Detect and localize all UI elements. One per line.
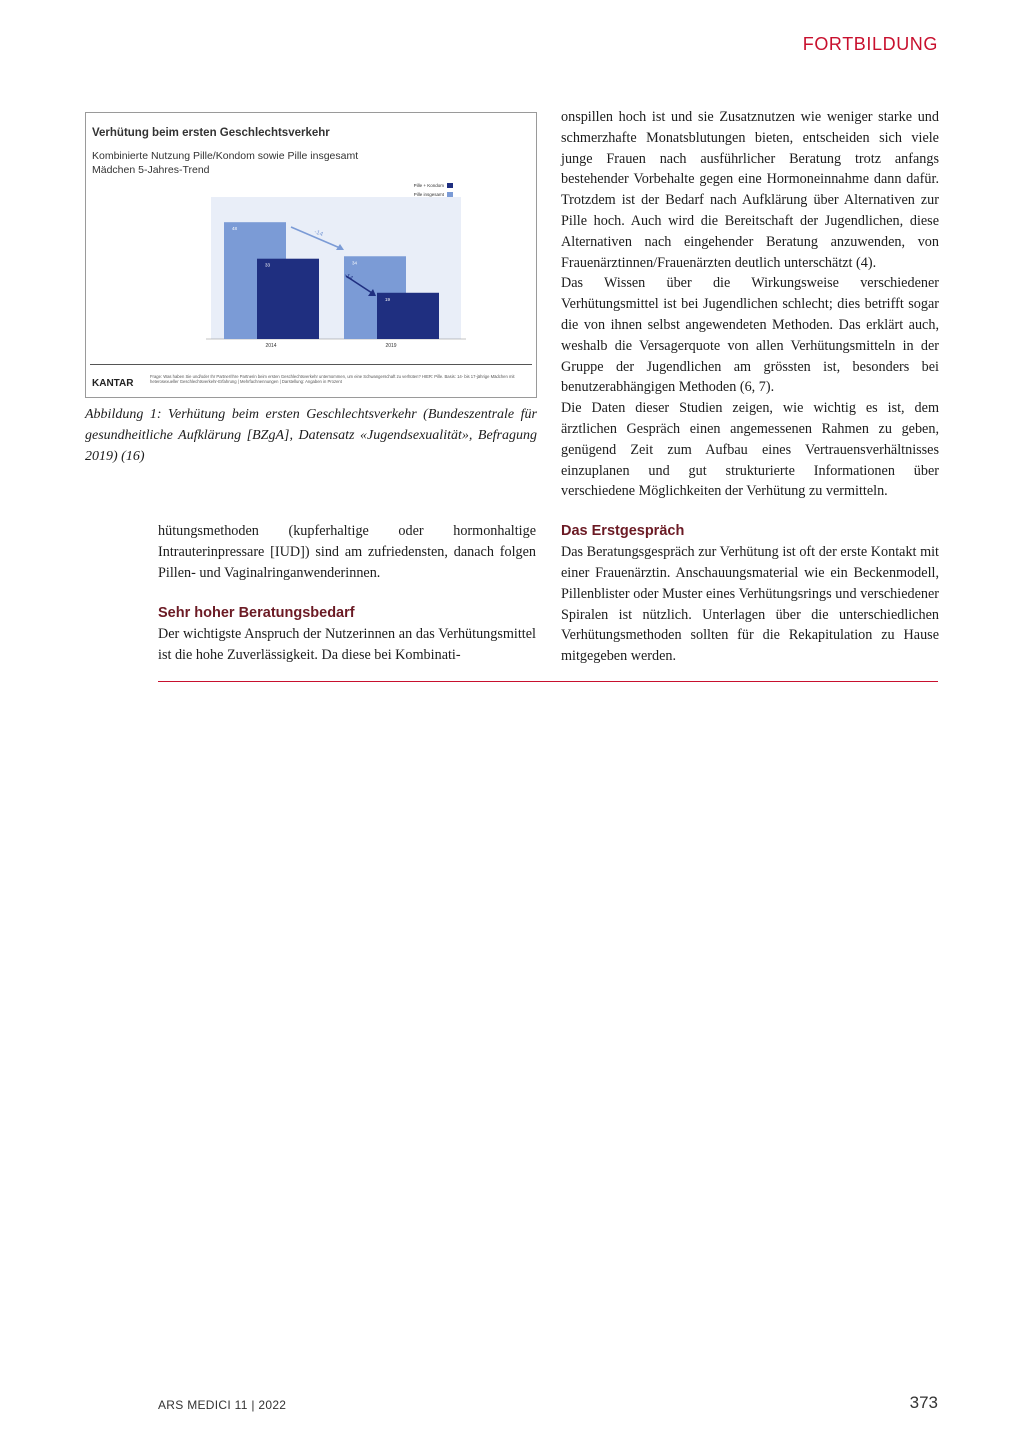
right-column <box>561 107 939 667</box>
right-paragraph-1: onspillen hoch ist und sie Zusatznutzen wie weniger starke und schmerzhafte Monatsblutungen bieten, entscheiden sich viele junge Frauen nach ausführlicher Beratung trotz anfangs bestehender Vorbehalte gegen eine Hormoneinnahme dann dafür. Trotzdem ist der Bedarf nach Aufklärung über Alternativen zur Pille hoch. Auch wird die Bereitschaft der Jugendlichen, diese Alternativen nach eingehender Beratung anzuwenden, von Frauenärztinnen/Frauenärzten deutlich unterschätzt (4). <box>561 109 939 271</box>
data-label: 48 <box>232 226 238 232</box>
figure-subtitle-line2: Mädchen 5-Jahres-Trend <box>92 164 210 176</box>
legend-label: Pille insgesamt <box>413 192 444 197</box>
trend-label: -14 <box>343 272 354 283</box>
right-paragraph-4: Das Beratungsgespräch zur Verhütung ist oft der erste Kontakt mit einer Frauenärztin. Anschauungsmaterial wie ein Beckenmodell, Pillenblister oder Muster eines Verhütungsrings und verschiedener Spiralen ist nützlich. Unterlagen über die unterschiedlichen Verhütungsmethoden sollten für die Rekapitulation zu Hause mitgegeben werden. <box>561 544 939 665</box>
legend-swatch <box>447 183 453 188</box>
left-paragraph-2: Der wichtigste Anspruch der Nutzerinnen an das Verhütungsmittel ist die hohe Zuverlässigkeit. Da diese bei Kombinati- <box>158 626 536 664</box>
tick-label: 2014 <box>265 343 277 349</box>
page-number: 373 <box>909 1393 938 1412</box>
journal-footer: ARS MEDICI 11 | 2022 <box>158 1398 287 1412</box>
legend-swatch <box>447 192 453 197</box>
bar-2014-pille-kondom <box>257 259 319 339</box>
bottom-rule <box>158 681 938 682</box>
heading-erstgespraech: Das Erstgespräch <box>561 523 685 540</box>
bar-chart <box>86 113 538 363</box>
section-label: FORTBILDUNG <box>802 34 938 54</box>
left-column <box>158 521 536 666</box>
figure-1 <box>85 112 537 398</box>
heading-beratungsbedarf: Sehr hoher Beratungsbedarf <box>158 605 355 622</box>
figure-footnote: Frage: Was haben Sie und/oder Ihr Partner/Ihre Partnerin beim ersten Geschlechtsverkehr unternommen, um eine Schwangerschaft zu verhüten? HIER: Pille. Basis: 14- bis 17-jährige Mädchen mit heterosexueller Geschlechtsverkehr-Erfahrung | Mehrfachnennungen | Darstellung: Angaben in Prozent <box>150 374 515 384</box>
figure-subtitle-line1: Kombinierte Nutzung Pille/Kondom sowie Pille insgesamt <box>92 150 359 162</box>
tick-label: 2019 <box>385 343 397 349</box>
right-paragraph-3: Die Daten dieser Studien zeigen, wie wichtig es ist, dem ärztlichen Gespräch einen angemessenen Rahmen zu geben, genügend Zeit zum Aufbau eines Vertrauensverhältnisses einzuplanen und gut strukturierte Informationen über verschiedene Möglichkeiten der Verhütung zu vermitteln. <box>561 400 939 500</box>
data-label: 34 <box>352 260 358 266</box>
kantar-logo: KANTAR <box>92 378 134 389</box>
trend-label: -14 <box>313 229 324 239</box>
figure-caption: Abbildung 1: Verhütung beim ersten Geschlechtsverkehr (Bundeszentrale für gesundheitliche Aufklärung [BZgA], Datensatz «Jugendsexualität», Befragung 2019) (16) <box>85 407 537 464</box>
right-paragraph-2: Das Wissen über die Wirkungsweise verschiedener Verhütungsmittel ist bei Jugendlichen schlecht; dies betrifft sogar die von ihnen selbst angewendeten Methoden. Das erklärt auch, weshalb die Versagerquote von allen Verhütungsmitteln in der Gruppe der Jugendlichen am grössten ist, besonders bei benutzerabhängigen Methoden (6, 7). <box>561 275 939 396</box>
figure-divider <box>90 364 532 365</box>
data-label: 19 <box>385 296 391 302</box>
legend-label: Pille + Kondom <box>413 183 444 188</box>
left-paragraph-1: hütungsmethoden (kupferhaltige oder hormonhaltige Intrauterinpressare [IUD]) sind am zufriedensten, danach folgen Pillen- und Vaginalringanwenderinnen. <box>158 523 536 581</box>
data-label: 33 <box>265 262 271 268</box>
figure-title: Verhütung beim ersten Geschlechtsverkehr <box>92 127 330 139</box>
